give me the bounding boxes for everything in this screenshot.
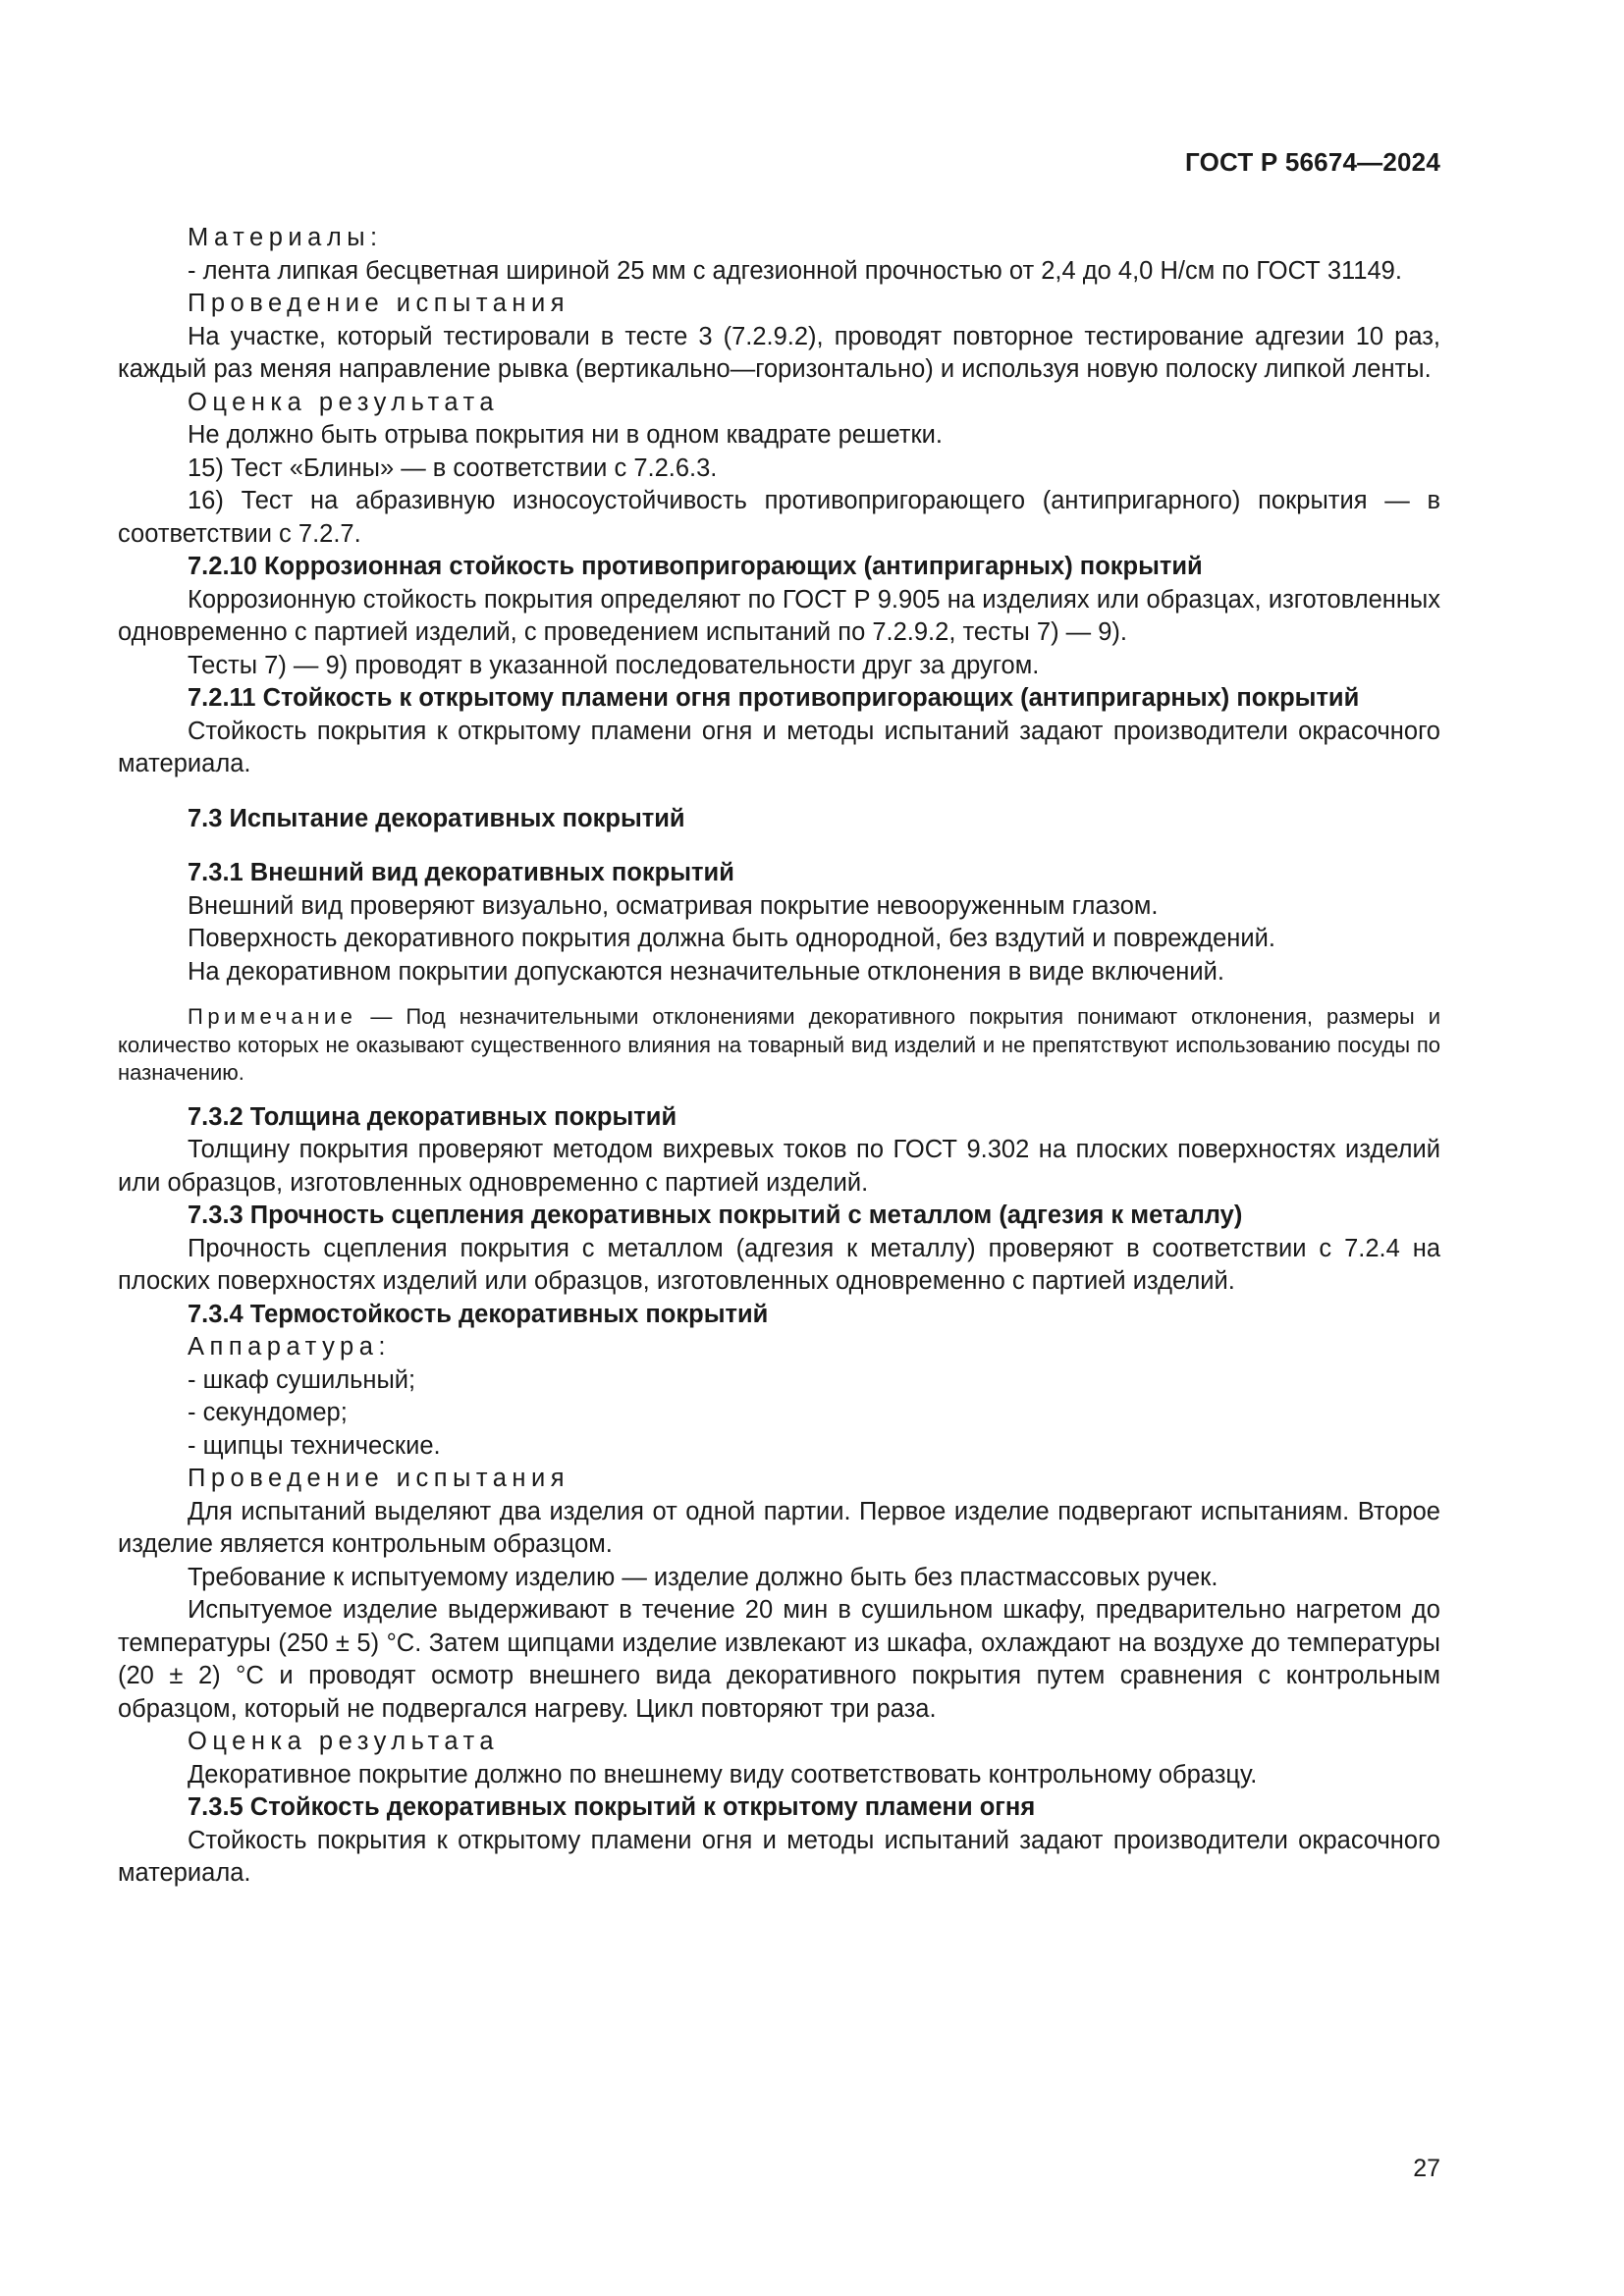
page-number: 27 [1413, 2155, 1440, 2182]
procedure-text: Испытуемое изделие выдерживают в течение 20 мин в сушильном шкафу, предварительно нагретом до температуры (250 ± 5) °С. Затем щипцами изделие извлекают из шкафа, охлаждают на воздухе до температуры (20 ± 2) °С и проводят осмотр внешнего вида декоративного покрытия путем сравнения с контрольным образцом, который не подвергался нагреву. Цикл повторяют три раза. [118, 1596, 1440, 1723]
list-item-15: 15) Тест «Блины» — в соответствии с 7.2.6.3. [188, 454, 718, 482]
result-label: Оценка результата [188, 388, 500, 416]
result-label: Оценка результата [188, 1728, 500, 1755]
section-heading-7-2-11: 7.2.11 Стойкость к открытому пламени огня противопригорающих (антипригарных) покрытий [188, 684, 1360, 712]
section-text: Стойкость покрытия к открытому пламени огня и методы испытаний задают производители окрасочного материала. [118, 1826, 1440, 1887]
section-text: Толщину покрытия проверяют методом вихревых токов по ГОСТ 9.302 на плоских поверхностях изделий или образцов, изготовленных одновременно с партией изделий. [118, 1136, 1440, 1197]
list-item-16: 16) Тест на абразивную износоустойчивость противопригорающего (антипригарного) покрытия — в соответствии с 7.2.7. [118, 487, 1440, 548]
apparatus-label: Аппаратура: [188, 1333, 391, 1361]
section-heading-7-2-10: 7.2.10 Коррозионная стойкость противопригорающих (антипригарных) покрытий [188, 553, 1203, 580]
apparatus-item: - щипцы технические. [188, 1431, 441, 1460]
section-text: Прочность сцепления покрытия с металлом (адгезия к металлу) проверяют в соответствии с 7.2.4 на плоских поверхностях изделий или образцов, изготовленных одновременно с партией изделий. [118, 1234, 1440, 1295]
section-text: Коррозионную стойкость покрытия определяют по ГОСТ Р 9.905 на изделиях или образцах, изготовленных одновременно с партией изделий, с проведением испытаний по 7.2.9.2, тесты 7) — 9). [118, 585, 1440, 646]
document-body [118, 222, 1440, 1891]
procedure-label: Проведение испытания [188, 290, 570, 317]
section-text: Тесты 7) — 9) проводят в указанной последовательности друг за другом. [188, 651, 1040, 679]
section-heading-7-3: 7.3 Испытание декоративных покрытий [188, 804, 685, 832]
procedure-text: На участке, который тестировали в тесте 3 (7.2.9.2), проводят повторное тестирование адгезии 10 раз, каждый раз меняя направление рывка (вертикально—горизонтально) и используя новую полоску липкой ленты. [118, 322, 1440, 383]
procedure-text: Требование к испытуемому изделию — изделие должно быть без пластмассовых ручек. [188, 1563, 1218, 1591]
result-text: Не должно быть отрыва покрытия ни в одном квадрате решетки. [188, 421, 943, 449]
section-heading-7-3-4: 7.3.4 Термостойкость декоративных покрытий [188, 1300, 769, 1328]
note-label: Примечание [188, 1004, 357, 1029]
result-text: Декоративное покрытие должно по внешнему виду соответствовать контрольному образцу. [188, 1760, 1258, 1789]
section-text: На декоративном покрытии допускаются незначительные отклонения в виде включений. [188, 957, 1224, 986]
materials-item: - лента липкая бесцветная шириной 25 мм с адгезионной прочностью от 2,4 до 4,0 Н/см по ГОСТ 31149. [188, 256, 1402, 285]
section-heading-7-3-3: 7.3.3 Прочность сцепления декоративных покрытий с металлом (адгезия к металлу) [188, 1201, 1243, 1229]
procedure-label: Проведение испытания [188, 1465, 570, 1492]
apparatus-item: - шкаф сушильный; [188, 1365, 416, 1394]
procedure-text: Для испытаний выделяют два изделия от одной партии. Первое изделие подвергают испытаниям. Второе изделие является контрольным образцом. [118, 1497, 1440, 1558]
section-heading-7-3-2: 7.3.2 Толщина декоративных покрытий [188, 1102, 677, 1131]
note-text: — Под незначительными отклонениями декоративного покрытия понимают отклонения, размеры и количество которых не оказывают существенного влияния на товарный вид изделий и не препятствуют использованию посуды по назначению. [118, 1004, 1440, 1085]
section-heading-7-3-5: 7.3.5 Стойкость декоративных покрытий к открытому пламени огня [188, 1793, 1036, 1821]
materials-label: Материалы: [188, 224, 383, 251]
section-heading-7-3-1: 7.3.1 Внешний вид декоративных покрытий [188, 859, 734, 886]
document-header: ГОСТ Р 56674—2024 [1185, 147, 1440, 177]
section-text: Стойкость покрытия к открытому пламени огня и методы испытаний задают производители окрасочного материала. [118, 717, 1440, 777]
section-text: Внешний вид проверяют визуально, осматривая покрытие невооруженным глазом. [188, 891, 1159, 920]
section-text: Поверхность декоративного покрытия должна быть однородной, без вздутий и повреждений. [188, 925, 1275, 952]
note [118, 1003, 1440, 1088]
apparatus-item: - секундомер; [188, 1399, 348, 1426]
